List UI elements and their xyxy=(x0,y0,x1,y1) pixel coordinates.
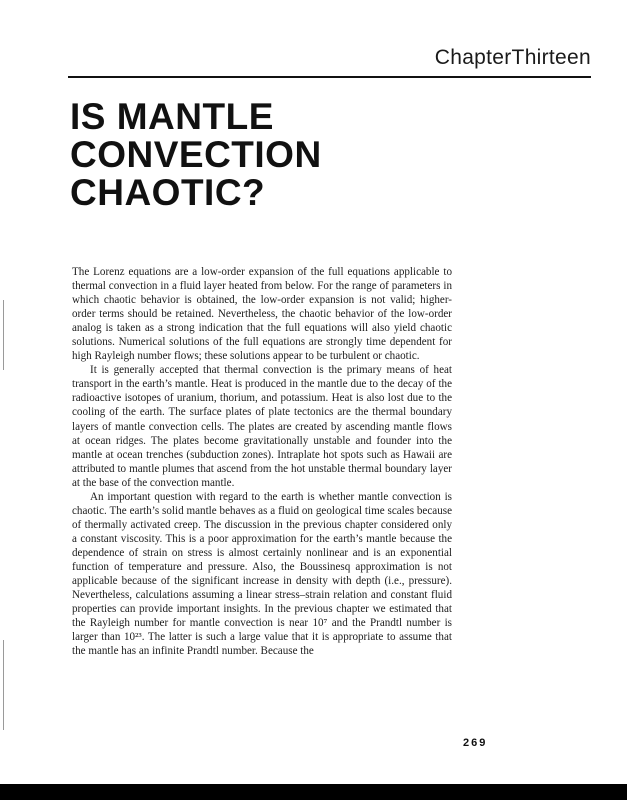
paragraph-3: An important question with regard to the earth is whether mantle convection is chaotic. The earth’s solid mantle behaves as a fluid on geological time scales because of thermally activated creep. The discussion in the previous chapter considered only a constant viscosity. This is a poor approximation for the earth’s mantle because the dependence of strain on stress is almost certainly nonlinear and is an exponential function of temperature and pressure. Also, the Boussinesq approximation is not applicable because of the significant increase in density with depth (i.e., pressure). Nevertheless, calculations assuming a linear stress–strain relation and constant fluid properties can provide important insights. In the previous chapter we estimated that the Rayleigh number for mantle convection is near 10⁷ and the Prandtl number is larger than 10²³. The latter is such a large value that it is appropriate to assume that the mantle has an infinite Prandtl number. Because the xyxy=(72,490,452,658)
paragraph-2: It is generally accepted that thermal convection is the primary means of heat transport in the earth’s mantle. Heat is produced in the mantle due to the decay of the radioactive isotopes of uranium, thorium, and potassium. Heat is also lost due to the cooling of the earth. The surface plates of plate tectonics are the thermal boundary layers of mantle convection cells. The plates are created by ascending mantle flows at ocean ridges. The plates become gravitationally unstable and founder into the mantle at ocean trenches (subduction zones). Intraplate hot spots such as Hawaii are attributed to mantle plumes that ascend from the hot unstable thermal boundary layer at the base of the convection mantle. xyxy=(72,364,452,489)
chapter-title-line-2: CONVECTION xyxy=(70,134,322,175)
scan-binding-mark xyxy=(3,300,4,370)
chapter-title xyxy=(70,98,322,212)
chapter-label: ChapterThirteen xyxy=(434,46,591,69)
page-number: 269 xyxy=(463,737,488,749)
paragraph-1: The Lorenz equations are a low-order expansion of the full equations applicable to thermal convection in a fluid layer heated from below. For the range of parameters in which chaotic behavior is obtained, the low-order expansion is not valid; higher-order terms should be retained. Nevertheless, the chaotic behavior of the low-order analog is taken as a strong indication that the full equations will also yield chaotic solutions. Numerical solutions of the full equations are strongly time dependent for high Rayleigh number flows; these solutions appear to be turbulent or chaotic. xyxy=(72,266,452,363)
header-rule xyxy=(68,76,591,78)
scan-bottom-edge xyxy=(0,784,627,800)
scan-binding-mark xyxy=(3,640,4,730)
chapter-title-line-1: IS MANTLE xyxy=(70,96,274,137)
chapter-title-line-3: CHAOTIC? xyxy=(70,172,266,213)
body-text xyxy=(72,265,452,658)
